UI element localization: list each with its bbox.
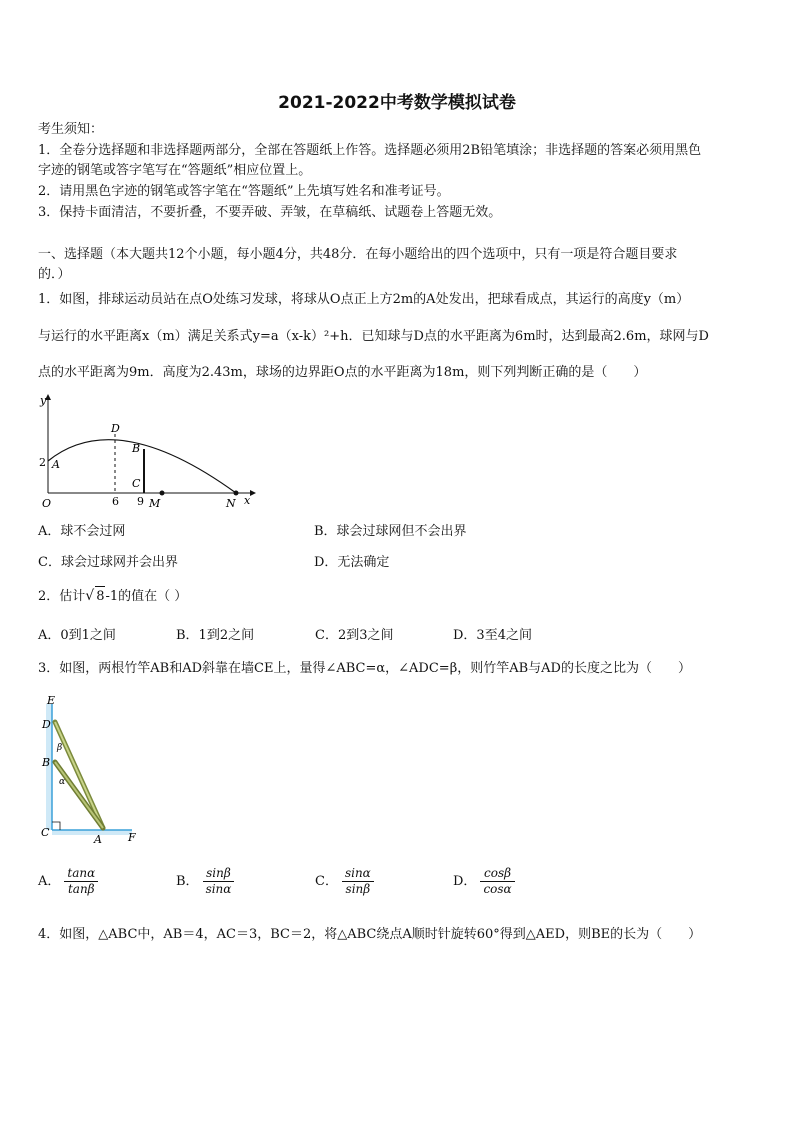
q3-option-b-label: B． <box>176 874 199 889</box>
q3-option-a-fraction <box>64 866 98 897</box>
q4-stem: 4．如图，△ABC中，AB＝4，AC＝3，BC＝2，将△ABC绕点A顺时针旋转60°得到△AED，则BE的长为（ ） <box>38 927 702 942</box>
q3-option-a-denominator: tanβ <box>67 882 95 896</box>
q1-option-c[interactable]: C．球会过球网并会出界 <box>38 555 178 570</box>
q1-option-d[interactable]: D．无法确定 <box>314 555 390 570</box>
q1-label-M: M <box>149 497 161 510</box>
q3-option-a-label: A． <box>38 874 61 889</box>
q1-stem-a: 1．如图，排球运动员站在点O处练习发球，将球从O点正上方2m的A处发出，把球看成点，其运行的高度y（m） <box>38 292 690 307</box>
q3-label-D: D <box>42 718 51 731</box>
q3-option-d-denominator: cosα <box>483 882 512 896</box>
q2-option-d[interactable]: D．3至4之间 <box>453 628 532 643</box>
q1-label-N: N <box>226 497 236 510</box>
q1-option-b[interactable]: B．球会过球网但不会出界 <box>314 524 467 539</box>
q1-stem-c: 点的水平距离为9m．高度为2.43m，球场的边界距O点的水平距离为18m，则下列判断正确的是（ ） <box>38 365 647 380</box>
q3-option-c[interactable] <box>315 866 374 897</box>
notice-item-3: 3．保持卡面清洁，不要折叠，不要弄破、弄皱，在草稿纸、试题卷上答题无效。 <box>38 205 502 220</box>
q3-option-b[interactable] <box>176 866 234 897</box>
q2-option-c[interactable]: C．2到3之间 <box>315 628 394 643</box>
q1-label-y: y <box>40 394 47 407</box>
q1-label-6: 6 <box>112 495 119 508</box>
q3-label-beta: β <box>57 743 63 753</box>
q3-label-B: B <box>42 756 51 769</box>
q3-option-c-label: C． <box>315 874 338 889</box>
q1-label-9: 9 <box>137 495 144 508</box>
q3-option-a-numerator: tanα <box>64 866 98 882</box>
q2-stem-pre: 2．估计 <box>38 589 86 604</box>
notice-item-2: 2．请用黑色字迹的钢笔或答字笔在“答题纸”上先填写姓名和准考证号。 <box>38 184 450 199</box>
q3-option-b-fraction <box>203 866 235 897</box>
q3-option-c-denominator: sinβ <box>345 882 371 896</box>
q1-stem-b: 与运行的水平距离x（m）满足关系式y=a（x-k）²+h．已知球与D点的水平距离为6m时，达到最高2.6m，球网与D <box>38 329 709 344</box>
q3-option-c-fraction <box>342 866 374 897</box>
q3-label-F: F <box>128 831 136 844</box>
q1-trajectory-figure <box>36 392 258 512</box>
q2-option-b[interactable]: B．1到2之间 <box>176 628 255 643</box>
q1-option-a[interactable]: A．球不会过网 <box>38 524 126 539</box>
q3-label-alpha: α <box>59 777 66 787</box>
q3-option-b-numerator: sinβ <box>203 866 235 882</box>
q1-label-2: 2 <box>39 456 46 469</box>
radical-sign-icon: √ <box>85 588 95 604</box>
q2-stem <box>38 586 758 607</box>
q1-label-C: C <box>132 477 141 490</box>
section-heading-a: 一、选择题（本大题共12个小题，每小题4分，共48分．在每小题给出的四个选项中，只有一项是符合题目要求 <box>38 247 678 262</box>
q3-option-d-label: D． <box>453 874 477 889</box>
notice-item-1a: 1．全卷分选择题和非选择题两部分，全部在答题纸上作答。选择题必须用2B铅笔填涂；非选择题的答案必须用黑色 <box>38 143 702 158</box>
notice-item-1b: 字迹的钢笔或答字笔写在“答题纸”相应位置上。 <box>38 163 312 178</box>
q1-label-D: D <box>111 422 120 435</box>
q3-stem: 3．如图，两根竹竿AB和AD斜靠在墙CE上，量得∠ABC=α，∠ADC=β，则竹竿AB与AD的长度之比为（ ） <box>38 661 691 676</box>
q3-option-d-fraction <box>480 866 514 897</box>
q3-option-b-denominator: sinα <box>205 882 232 896</box>
q3-option-a[interactable] <box>38 866 98 897</box>
q1-label-B: B <box>132 442 141 455</box>
q3-label-A: A <box>94 833 102 846</box>
section-heading-b: 的．） <box>38 267 71 282</box>
q3-label-C: C <box>41 826 50 839</box>
notice-heading: 考生须知： <box>38 122 104 137</box>
q3-bamboo-figure <box>36 694 148 846</box>
q2-stem-post: -1的值在（ ） <box>105 589 188 604</box>
q1-label-x: x <box>244 494 251 507</box>
q1-label-O: O <box>42 497 52 510</box>
q2-option-a[interactable]: A．0到1之间 <box>38 628 116 643</box>
q3-option-c-numerator: sinα <box>342 866 374 882</box>
q1-label-A: A <box>52 458 60 471</box>
exam-title: 2021-2022中考数学模拟试卷 <box>278 93 516 113</box>
q3-label-E: E <box>47 694 56 707</box>
q2-radicand: 8 <box>95 586 105 607</box>
q3-option-d[interactable] <box>453 866 515 897</box>
q3-option-d-numerator: cosβ <box>480 866 514 882</box>
